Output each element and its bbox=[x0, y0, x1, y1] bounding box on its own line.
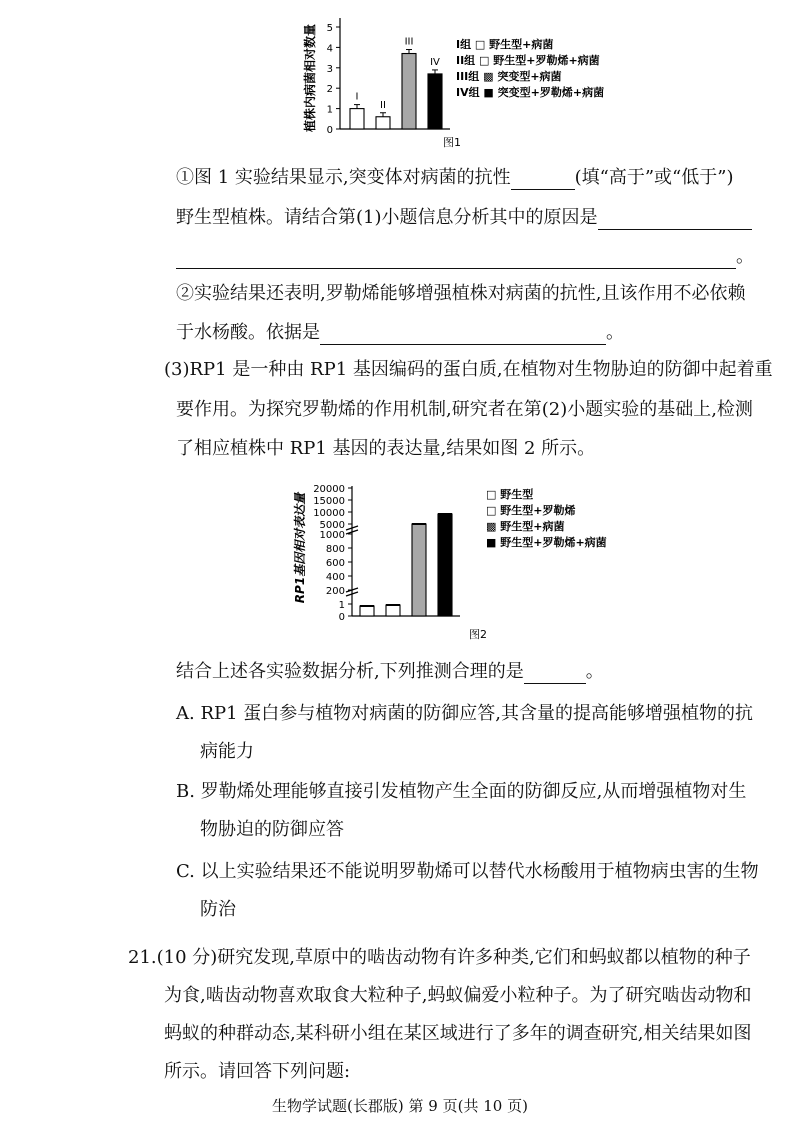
q3-question-text: 结合上述各实验数据分析,下列推测合理的是 bbox=[176, 661, 524, 682]
option-b-line2 bbox=[200, 818, 344, 842]
fig2-ylabel: RP1基因相对表达量 bbox=[293, 492, 307, 604]
q2-1-end: 。 bbox=[736, 246, 754, 267]
option-c-line2 bbox=[200, 898, 236, 922]
fig2-ytick-label: 800 bbox=[325, 544, 345, 555]
q21-text-1: 21.(10 分)研究发现,草原中的啮齿动物有许多种类,它们和蚂蚁都以植物的种子 bbox=[128, 947, 751, 968]
page-footer: 生物学试题(长郡版) 第 9 页(共 10 页) bbox=[272, 1097, 528, 1115]
q3-text-2: 要作用。为探究罗勒烯的作用机制,研究者在第(2)小题实验的基础上,检测 bbox=[176, 399, 753, 420]
fig2-ytick-label: 20000 bbox=[313, 484, 345, 495]
q2-1-text-a: ①图 1 实验结果显示,突变体对病菌的抗性 bbox=[176, 167, 511, 188]
q3-text-1: (3)RP1 是一种由 RP1 基因编码的蛋白质,在植物对生物胁迫的防御中起着重 bbox=[164, 359, 773, 380]
fig1-ytick-label: 5 bbox=[326, 23, 333, 34]
fig1-ytick-label: 0 bbox=[326, 125, 333, 136]
fig2-legend-item: ■ 野生型+罗勒烯+病菌 bbox=[486, 536, 607, 549]
fig2-ytick-label: 5000 bbox=[319, 520, 345, 531]
fig1-legend-item: I组 □ 野生型+病菌 bbox=[456, 38, 554, 51]
answer-blank-1[interactable] bbox=[511, 169, 575, 190]
q3-line2 bbox=[176, 398, 753, 422]
fig1-legend-item: II组 □ 野生型+罗勒烯+病菌 bbox=[456, 54, 600, 67]
option-a-line2 bbox=[200, 740, 254, 764]
q2-2-line1 bbox=[176, 282, 745, 306]
fig2-bar-3 bbox=[412, 524, 426, 616]
fig1-bar-1 bbox=[350, 109, 364, 129]
fig1-caption: 图1 bbox=[443, 136, 461, 148]
fig1-bar-4 bbox=[428, 74, 442, 129]
fig2-ytick-label: 0 bbox=[338, 612, 345, 623]
fig2-ytick-label: 1 bbox=[338, 600, 345, 611]
fig2-ytick-label: 15000 bbox=[313, 496, 345, 507]
fig1-bar-2 bbox=[376, 117, 390, 129]
fig2-caption: 图2 bbox=[469, 628, 487, 641]
q3-line3 bbox=[176, 437, 595, 461]
q2-1-text-c: 野生型植株。请结合第(1)小题信息分析其中的原因是 bbox=[176, 207, 598, 228]
fig2-legend-item: ▩ 野生型+病菌 bbox=[486, 520, 565, 533]
q3-line1 bbox=[164, 358, 773, 382]
option-b-text: B. 罗勒烯处理能够直接引发植物产生全面的防御反应,从而增强植物对生 bbox=[176, 781, 747, 802]
answer-blank-3[interactable] bbox=[176, 248, 736, 269]
fig1-legend-item: III组 ▩ 突变型+病菌 bbox=[456, 70, 562, 83]
fig1-bar-label: III bbox=[404, 36, 414, 48]
answer-blank-5[interactable] bbox=[524, 663, 586, 684]
option-a-text: A. RP1 蛋白参与植物对病菌的防御应答,其含量的提高能够增强植物的抗 bbox=[176, 703, 753, 724]
answer-blank-2[interactable] bbox=[598, 209, 752, 230]
option-c-line1 bbox=[176, 860, 759, 884]
fig2-ytick-label: 1000 bbox=[319, 530, 345, 541]
q3-question-end: 。 bbox=[585, 661, 604, 682]
q21-text-2: 为食,啮齿动物喜欢取食大粒种子,蚂蚁偏爱小粒种子。为了研究啮齿动物和 bbox=[164, 985, 752, 1006]
fig1-ytick-label: 2 bbox=[326, 84, 333, 96]
q2-1-line2 bbox=[176, 206, 752, 230]
option-b-line1 bbox=[176, 780, 746, 804]
fig1-ytick-label: 4 bbox=[326, 43, 333, 55]
answer-blank-4[interactable] bbox=[320, 324, 606, 345]
q21-line2 bbox=[164, 984, 751, 1008]
q2-1-text-b: (填“高于”或“低于”) bbox=[574, 167, 734, 188]
fig1-ytick-label: 1 bbox=[326, 104, 333, 116]
q21-text-3: 蚂蚁的种群动态,某科研小组在某区域进行了多年的调查研究,相关结果如图 bbox=[164, 1023, 752, 1044]
q2-2-line2 bbox=[176, 321, 624, 345]
option-c-text-2: 防治 bbox=[200, 899, 236, 920]
q2-2-text-a: ②实验结果还表明,罗勒烯能够增强植株对病菌的抗性,且该作用不必依赖 bbox=[176, 283, 746, 304]
q2-1-line3 bbox=[176, 245, 754, 269]
fig2-ytick-label: 10000 bbox=[313, 508, 345, 519]
fig1-ylabel: 植株内病菌相对数量 bbox=[303, 23, 317, 133]
fig1-ytick-label: 3 bbox=[326, 63, 333, 75]
fig1-bar-label: IV bbox=[430, 56, 440, 68]
fig1-bar-label: II bbox=[380, 99, 386, 111]
figure-2 bbox=[290, 478, 630, 643]
fig2-bar-2 bbox=[386, 605, 400, 616]
fig1-legend-item: IV组 ■ 突变型+罗勒烯+病菌 bbox=[456, 86, 605, 99]
q2-1-line1 bbox=[176, 166, 733, 190]
q3-question bbox=[176, 660, 604, 684]
option-b-text-2: 物胁迫的防御应答 bbox=[200, 819, 344, 840]
fig2-legend-item: □ 野生型 bbox=[486, 488, 534, 501]
fig2-ytick-label: 200 bbox=[325, 586, 345, 597]
fig1-bar-label: I bbox=[355, 91, 359, 103]
option-a-text-2: 病能力 bbox=[200, 741, 254, 762]
q21-line4 bbox=[164, 1060, 350, 1084]
figure-1 bbox=[300, 8, 640, 148]
fig2-ytick-label: 400 bbox=[325, 572, 345, 583]
fig2-legend-item: □ 野生型+罗勒烯 bbox=[486, 504, 576, 517]
q2-2-end: 。 bbox=[606, 322, 624, 343]
option-c-text: C. 以上实验结果还不能说明罗勒烯可以替代水杨酸用于植物病虫害的生物 bbox=[176, 861, 759, 882]
q21-line1 bbox=[128, 946, 751, 970]
fig2-ytick-label: 600 bbox=[325, 558, 345, 569]
q21-line3 bbox=[164, 1022, 751, 1046]
fig1-bar-3 bbox=[402, 54, 416, 129]
option-a-line1 bbox=[176, 702, 753, 726]
q21-text-4: 所示。请回答下列问题: bbox=[164, 1061, 351, 1082]
fig2-bar-4 bbox=[438, 514, 452, 616]
fig2-bar-1 bbox=[360, 606, 374, 616]
q3-text-3: 了相应植株中 RP1 基因的表达量,结果如图 2 所示。 bbox=[176, 438, 596, 459]
q2-2-text-b: 于水杨酸。依据是 bbox=[176, 322, 320, 343]
